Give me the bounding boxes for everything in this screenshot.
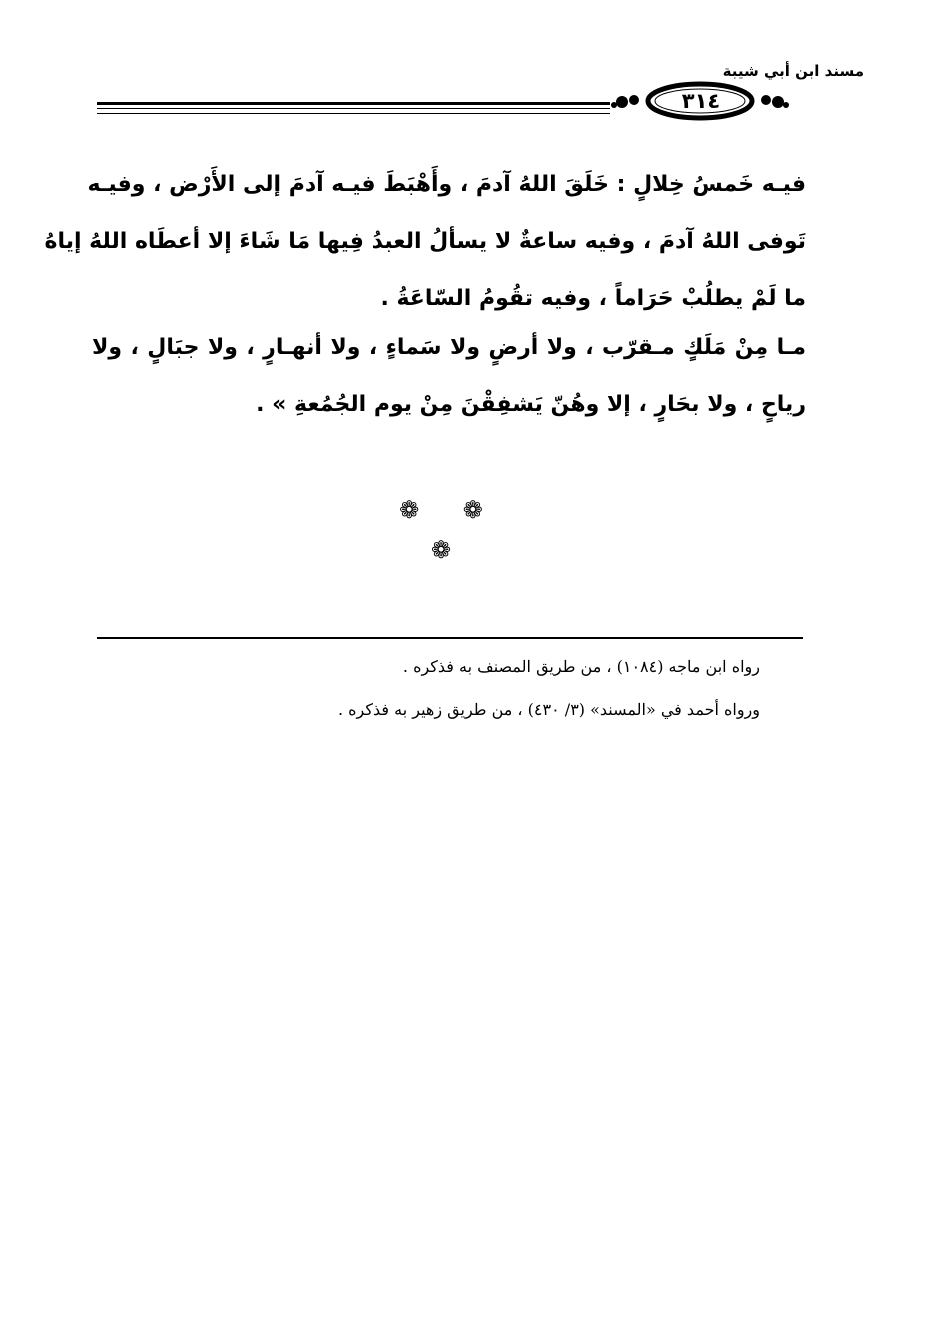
footnote: رواه ابن ماجه (١٠٨٤) ، من طريق المصنف به فذكره . xyxy=(402,657,760,676)
text-line: فيـه خَمسُ خِلالٍ : خَلَقَ اللهُ آدمَ ، وأَهْبَطَ فيـه آدمَ إلى الأَرْض ، وفيـه xyxy=(87,172,806,197)
page-number: ٣١٤ xyxy=(681,89,721,113)
header-rule xyxy=(97,102,610,105)
paragraph-1 xyxy=(44,156,806,327)
book-title: مسند ابن أبي شيبة xyxy=(722,62,864,80)
paragraph-2 xyxy=(92,319,806,433)
header-rule xyxy=(97,108,610,109)
text-line: تَوفى اللهُ آدمَ ، وفيه ساعةٌ لا يسألُ العبدُ فِيها مَا شَاءَ إلا أعطَاه اللهُ إياهُ xyxy=(44,229,806,254)
header-rule xyxy=(97,113,610,114)
footnote: ورواه أحمد في «المسند» (٣/ ٤٣٠) ، من طريق زهير به فذكره . xyxy=(337,700,760,719)
text-line: ما لَمْ يطلُبْ حَرَاماً ، وفيه تقُومُ السّاعَةُ . xyxy=(380,286,806,311)
text-line: مـا مِنْ مَلَكٍ مـقرّب ، ولا أرضٍ ولا سَماءٍ ، ولا أنهـارٍ ، ولا جبَالٍ ، ولا xyxy=(92,335,806,360)
section-separator: ❁ ❁ ❁ xyxy=(399,496,501,564)
text-line: رياحٍ ، ولا بحَارٍ ، إلا وهُنّ يَشفِقْنَ مِنْ يوم الجُمُعةِ » . xyxy=(256,392,806,417)
footnote-rule xyxy=(97,637,803,639)
